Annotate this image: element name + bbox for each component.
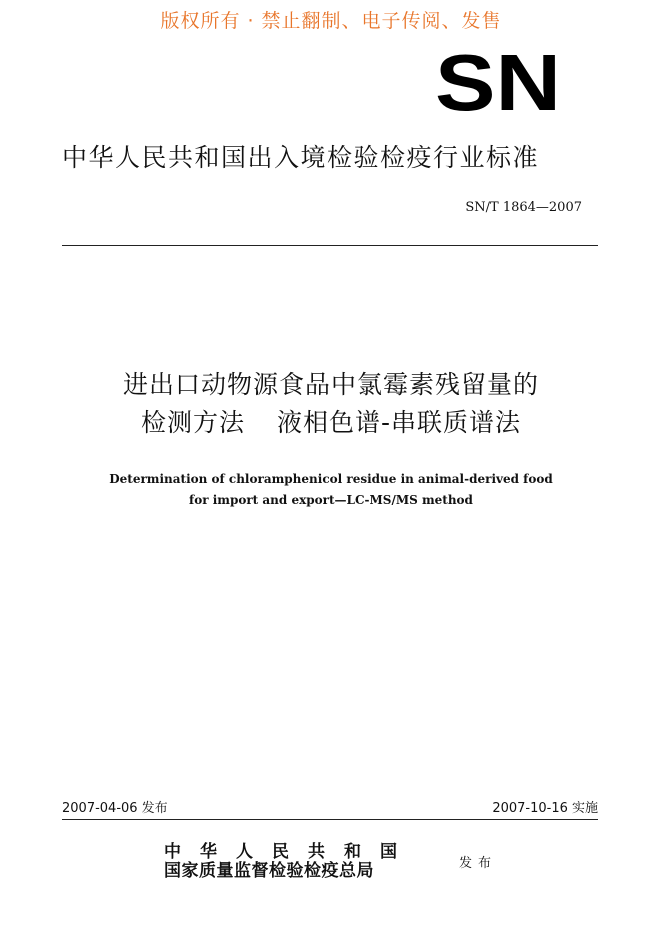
bottom-divider: [62, 819, 598, 820]
publisher: [164, 843, 444, 881]
release-label: 发布: [459, 856, 498, 871]
title-cn-line2-part1: 检测方法: [140, 408, 245, 437]
title-cn-line2: [0, 404, 662, 442]
title-cn-line1: 进出口动物源食品中氯霉素残留量的: [122, 370, 539, 399]
authority-title: 中华人民共和国出入境检验检疫行业标准: [62, 143, 540, 172]
document-title-en: [0, 469, 662, 511]
publisher-line2: 国家质量监督检验检疫总局: [164, 861, 374, 881]
sn-logo: [434, 52, 562, 114]
issue-date: 2007-04-06 发布: [62, 801, 168, 816]
document-title-cn: [0, 366, 662, 442]
sn-logo-text: SN: [435, 52, 561, 114]
publisher-line1: 中华人民共和国: [164, 842, 416, 862]
title-en-line1: Determination of chloramphenicol residue in animal-derived food: [109, 472, 553, 486]
copyright-notice: 版权所有 · 禁止翻制、电子传阅、发售: [160, 10, 502, 32]
title-en-line2: for import and export—LC-MS/MS method: [189, 493, 473, 507]
top-divider: [62, 245, 598, 246]
standard-code: SN/T 1864—2007: [465, 200, 582, 215]
implement-date: 2007-10-16 实施: [492, 801, 598, 816]
title-cn-line2-part2: 液相色谱-串联质谱法: [276, 408, 522, 437]
